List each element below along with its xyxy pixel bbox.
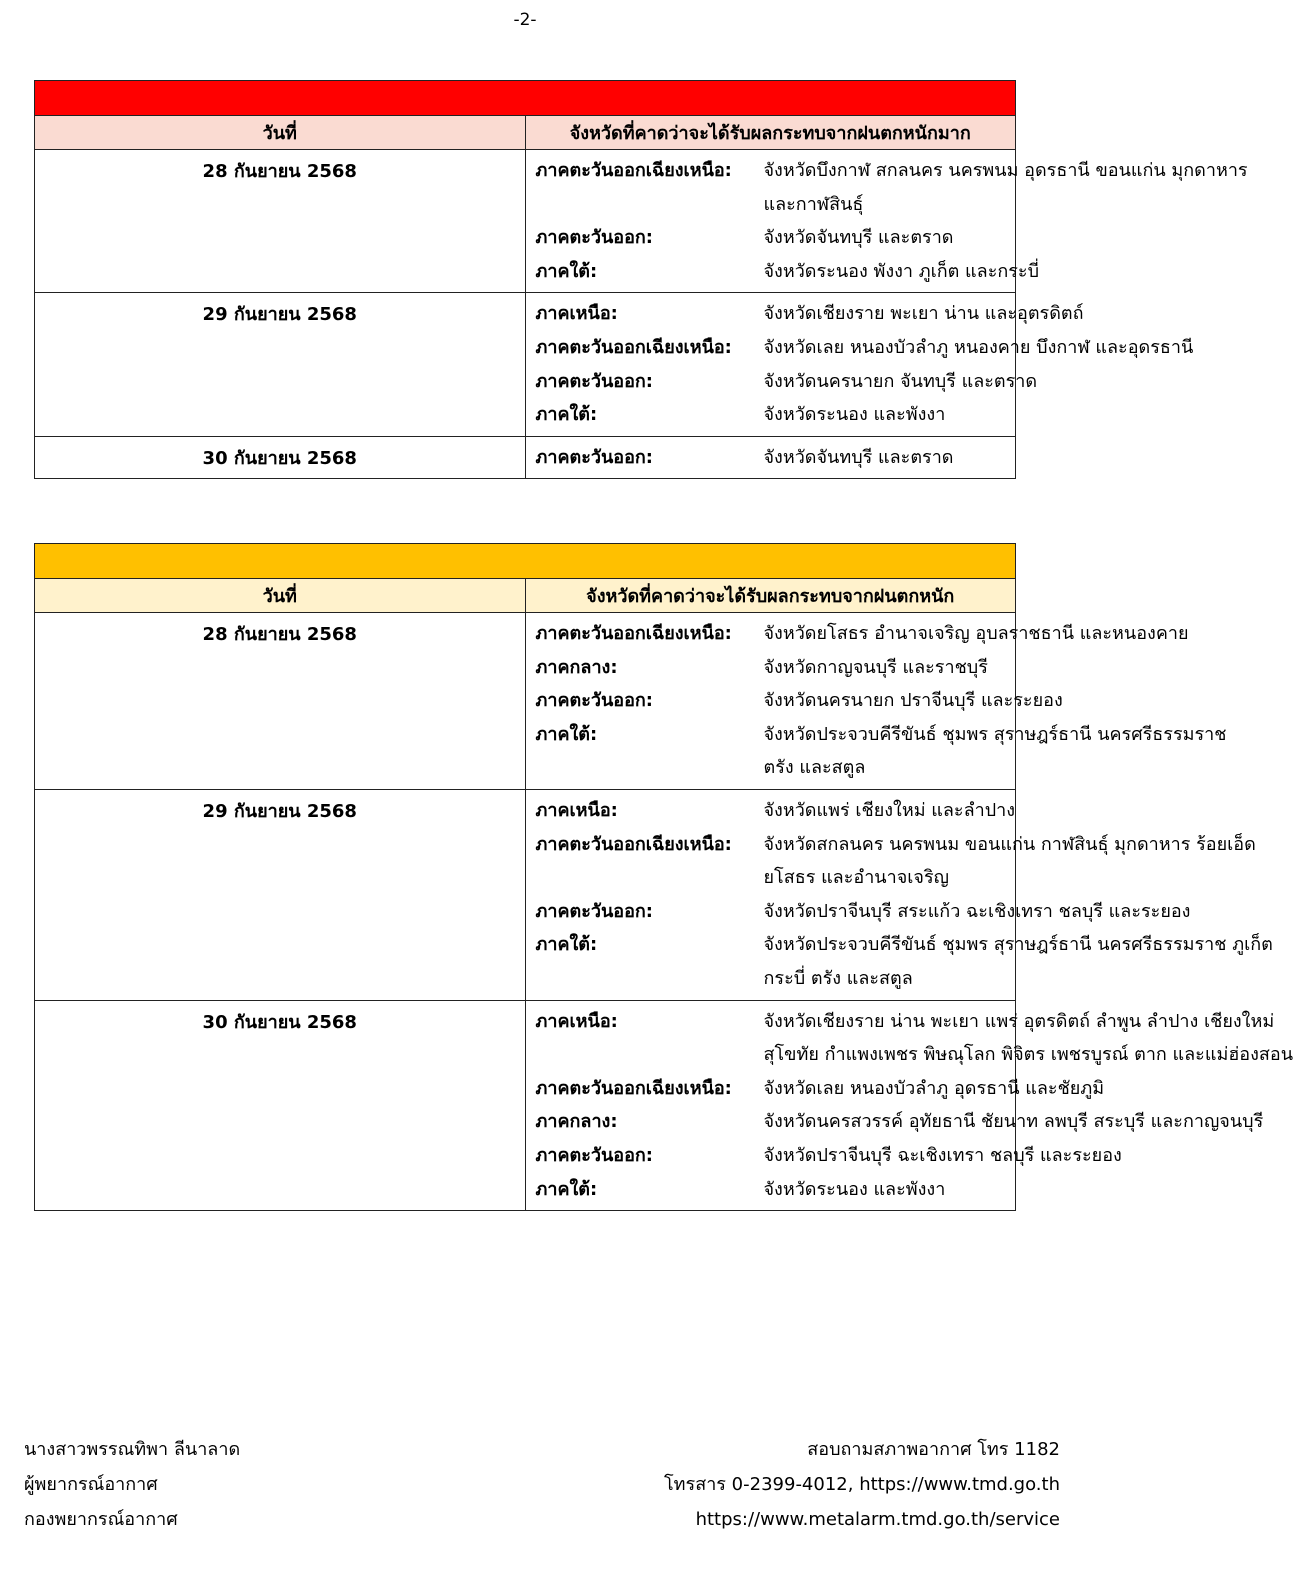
region-name: ภาคเหนือ: [535, 1010, 618, 1032]
warning-color-band-red [35, 81, 1016, 116]
region-line [536, 861, 1016, 895]
region-name: ภาคใต้: [535, 934, 598, 956]
province-list: จังหวัดระนอง และพังงา [763, 1178, 946, 1200]
region-line [535, 1139, 1122, 1173]
regions-cell [525, 789, 1273, 1000]
region-name: ภาคตะวันออกเฉียงเหนือ: [535, 623, 732, 644]
region-line [535, 1072, 1105, 1106]
regions-cell [525, 613, 1227, 790]
province-list: สุโขทัย กำแพงเพชร พิษณุโลก พิจิตร เพชรบูรณ์ ตาก และแม่ฮ่องสอน [763, 1044, 1294, 1066]
province-list: ตรัง และสตูล [763, 757, 866, 779]
province-list: จังหวัดเชียงราย น่าน พะเยา แพร่ อุตรดิตถ์ ลำพูน ลำปาง เชียงใหม่ [763, 1010, 1275, 1032]
date-cell: 29 กันยายน 2568 [35, 293, 526, 436]
region-name: ภาคกลาง: [535, 656, 618, 678]
forecaster-division: กองพยากรณ์อากาศ [24, 1509, 178, 1530]
region-line [535, 365, 1038, 399]
province-list: จังหวัดเลย หนองบัวลำภู หนองคาย บึงกาฬ และอุดรธานี [763, 336, 1194, 358]
region-line [535, 617, 1189, 651]
province-list: จังหวัดนครนายก ปราจีนบุรี และระยอง [763, 690, 1063, 712]
region-name: ภาคตะวันออก: [535, 446, 654, 468]
heavy-rain-very-heavy-table [34, 80, 1248, 479]
region-line [536, 188, 1016, 222]
column-header-provinces: จังหวัดที่คาดว่าจะได้รับผลกระทบจากฝนตกหนัก [525, 579, 1016, 613]
region-name: ภาคตะวันออก: [535, 227, 654, 249]
region-name: ภาคตะวันออกเฉียงเหนือ: [535, 160, 732, 181]
regions-cell [525, 436, 1016, 479]
region-name [536, 962, 764, 996]
date-cell: 30 กันยายน 2568 [35, 1000, 526, 1211]
region-name: ภาคตะวันออก: [535, 900, 654, 922]
date-cell: 28 กันยายน 2568 [35, 150, 526, 293]
region-line [536, 1173, 1016, 1207]
province-list: จังหวัดจันทบุรี และตราด [763, 446, 954, 468]
date-row [35, 1000, 1016, 1211]
region-name [536, 861, 764, 895]
province-list: จังหวัดประจวบคีรีขันธ์ ชุมพร สุราษฎร์ธานี นครศรีธรรมราช ภูเก็ต [763, 934, 1273, 956]
region-name: ภาคเหนือ: [535, 799, 618, 821]
region-line [535, 928, 1273, 962]
regions-cell [525, 150, 1248, 293]
province-list: จังหวัดจันทบุรี และตราด [763, 227, 954, 249]
region-line [535, 828, 1256, 862]
region-line [536, 441, 1016, 475]
province-list: จังหวัดปราจีนบุรี ฉะเชิงเทรา ชลบุรี และระยอง [763, 1144, 1122, 1166]
page-number: -2- [513, 10, 537, 30]
region-name: ภาคกลาง: [535, 1111, 618, 1133]
date-row [35, 293, 1016, 436]
forecaster-name: นางสาวพรรณทิพา ลีนาลาด [24, 1439, 241, 1460]
forecaster-title: ผู้พยากรณ์อากาศ [24, 1474, 158, 1495]
region-line [535, 255, 1040, 289]
column-header-date: วันที่ [35, 116, 526, 150]
region-line [536, 962, 1016, 996]
contact-fax-website: โทรสาร 0-2399-4012, https://www.tmd.go.th [664, 1474, 1060, 1495]
contact-service-url: https://www.metalarm.tmd.go.th/service [695, 1509, 1060, 1530]
date-row [35, 613, 1016, 790]
region-name: ภาคตะวันออกเฉียงเหนือ: [535, 833, 732, 855]
region-name [536, 188, 764, 222]
date-row [35, 789, 1016, 1000]
contact-phone: สอบถามสภาพอากาศ โทร 1182 [807, 1439, 1060, 1460]
warning-color-band-orange [35, 544, 1016, 579]
region-name [536, 751, 764, 785]
province-list: จังหวัดนครสวรรค์ อุทัยธานี ชัยนาท ลพบุรี สระบุรี และกาญจนบุรี [763, 1111, 1264, 1133]
regions-cell [525, 1000, 1294, 1211]
region-name: ภาคตะวันออกเฉียงเหนือ: [535, 1077, 732, 1099]
forecaster-signature [24, 1432, 240, 1537]
province-list: จังหวัดระนอง และพังงา [763, 404, 946, 426]
region-line [535, 718, 1227, 752]
heavy-rain-table [34, 543, 1294, 1211]
date-cell: 30 กันยายน 2568 [35, 436, 526, 479]
region-name: ภาคตะวันออก: [535, 370, 654, 392]
province-list: จังหวัดเลย หนองบัวลำภู อุดรธานี และชัยภูมิ [763, 1077, 1105, 1099]
region-name: ภาคใต้: [535, 1178, 598, 1200]
region-line [536, 751, 1016, 785]
region-line [535, 154, 1248, 188]
province-list: จังหวัดสกลนคร นครพนม ขอนแก่น กาฬสินธุ์ มุกดาหาร ร้อยเอ็ด [763, 833, 1256, 855]
province-list: จังหวัดนครนายก จันทบุรี และตราด [763, 370, 1038, 392]
region-line [536, 221, 1016, 255]
province-list: จังหวัดยโสธร อำนาจเจริญ อุบลราชธานี และหนองคาย [763, 623, 1189, 644]
regions-cell [525, 293, 1194, 436]
region-line [536, 794, 1016, 828]
province-list: และกาฬสินธุ์ [763, 193, 864, 215]
region-name [536, 1038, 764, 1072]
column-header-date: วันที่ [35, 579, 526, 613]
region-name: ภาคใต้: [535, 260, 598, 282]
region-line [535, 1105, 1264, 1139]
region-line [535, 684, 1063, 718]
province-list: จังหวัดเชียงราย พะเยา น่าน และอุตรดิตถ์ [763, 303, 1084, 325]
province-list: จังหวัดประจวบคีรีขันธ์ ชุมพร สุราษฎร์ธานี นครศรีธรรมราช [763, 723, 1227, 745]
province-list: กระบี่ ตรัง และสตูล [763, 967, 913, 989]
contact-info [664, 1432, 1060, 1537]
region-line [536, 651, 1016, 685]
province-list: จังหวัดระนอง พังงา ภูเก็ต และกระบี่ [763, 260, 1040, 282]
region-name: ภาคตะวันออก: [535, 690, 654, 712]
date-row [35, 436, 1016, 479]
region-line [535, 1005, 1275, 1039]
province-list: ยโสธร และอำนาจเจริญ [763, 867, 949, 889]
region-line [535, 297, 1084, 331]
region-line [535, 331, 1194, 365]
region-line [535, 895, 1191, 929]
region-name: ภาคเหนือ: [535, 303, 618, 325]
column-header-provinces: จังหวัดที่คาดว่าจะได้รับผลกระทบจากฝนตกหนักมาก [525, 116, 1016, 150]
region-line [536, 1038, 1294, 1072]
province-list: จังหวัดแพร่ เชียงใหม่ และลำปาง [763, 799, 1016, 821]
province-list: จังหวัดกาญจนบุรี และราชบุรี [763, 656, 988, 678]
province-list: จังหวัดบึงกาฬ สกลนคร นครพนม อุดรธานี ขอนแก่น มุกดาหาร [763, 160, 1248, 181]
region-name: ภาคตะวันออกเฉียงเหนือ: [535, 336, 732, 358]
date-cell: 28 กันยายน 2568 [35, 613, 526, 790]
region-line [536, 398, 1016, 432]
region-name: ภาคตะวันออก: [535, 1144, 654, 1166]
province-list: จังหวัดปราจีนบุรี สระแก้ว ฉะเชิงเทรา ชลบุรี และระยอง [763, 900, 1191, 922]
region-name: ภาคใต้: [535, 404, 598, 426]
date-cell: 29 กันยายน 2568 [35, 789, 526, 1000]
region-name: ภาคใต้: [535, 723, 598, 745]
date-row [35, 150, 1016, 293]
